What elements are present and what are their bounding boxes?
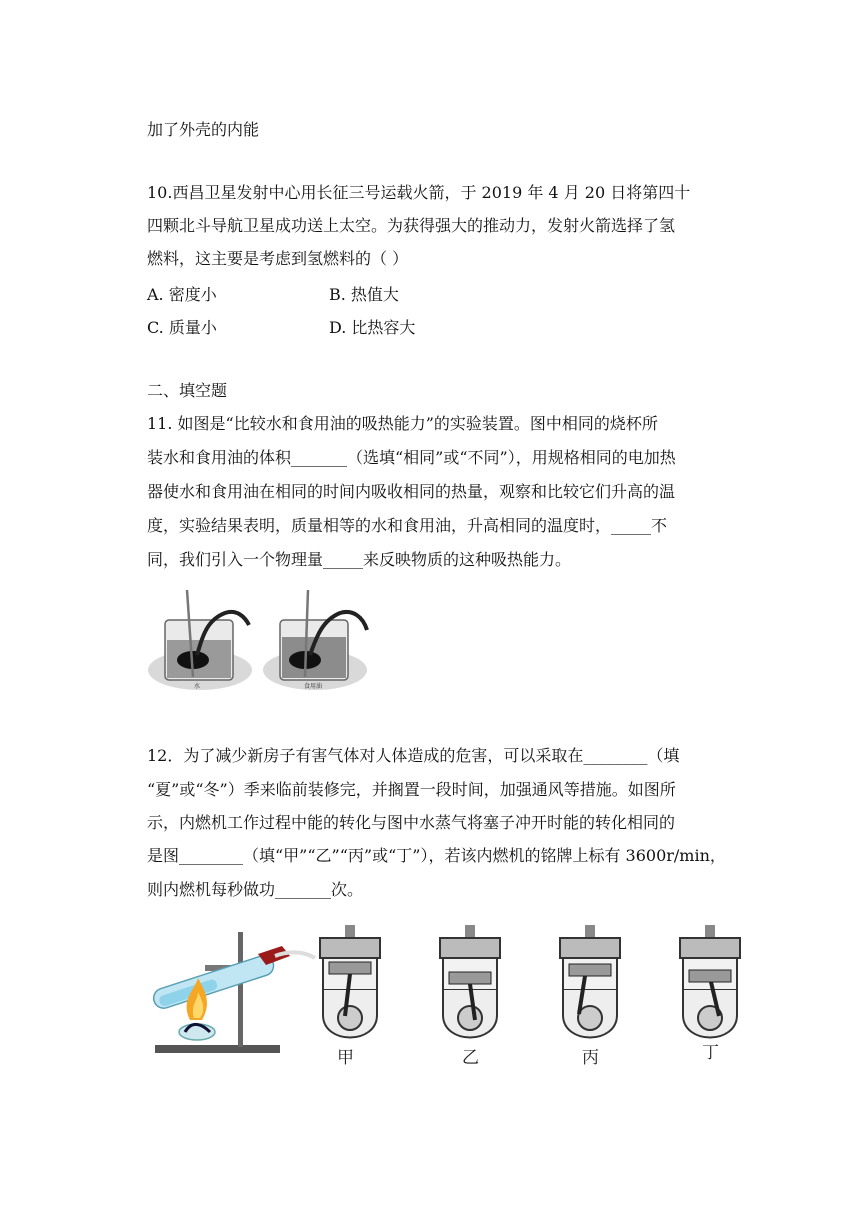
q11-text-line-4: 度，实验结果表明，质量相等的水和食用油，升高相同的温度时，_____不 <box>147 516 668 535</box>
q10-option-b: B. 热值大 <box>329 285 399 304</box>
q12-text-line-4: 是图________（填“甲”“乙”“丙”或“丁”），若该内燃机的铭牌上标有 3600r/min， <box>147 846 726 865</box>
q10-option-a: A. 密度小 <box>147 285 217 304</box>
q12-text-line-3: 示，内燃机工作过程中能的转化与图中水蒸气将塞子冲开时能的转化相同的 <box>147 813 676 832</box>
beaker-experiment-figure <box>145 585 385 695</box>
q11-text-line-5: 同，我们引入一个物理量_____来反映物质的这种吸热能力。 <box>147 550 572 569</box>
oil-beaker-illustration <box>263 590 367 690</box>
engine-stroke-yi <box>440 925 500 1068</box>
engine-stroke-jia <box>320 925 380 1068</box>
q11-text-line-1: 11. 如图是“比较水和食用油的吸热能力”的实验装置。图中相同的烧杯所 <box>147 414 658 433</box>
q12-text-line-5: 则内燃机每秒做功_______次。 <box>147 880 364 899</box>
engine-stroke-figure <box>150 920 760 1070</box>
section-heading-fill-in: 二、填空题 <box>147 381 228 400</box>
q12-text-line-2: “夏”或“冬”）季来临前装修完，并搁置一段时间，加强通风等措施。如图所 <box>147 780 676 799</box>
q10-text-line-3: 燃料，这主要是考虑到氢燃料的（ ） <box>147 249 409 268</box>
q10-option-d: D. 比热容大 <box>329 318 416 337</box>
q10-text-line-2: 四颗北斗导航卫星成功送上太空。为获得强大的推动力，发射火箭选择了氢 <box>147 216 676 235</box>
engine-stroke-ding <box>680 925 740 1063</box>
water-label: 水 <box>194 683 201 690</box>
q12-text-line-1: 12．为了减少新房子有害气体对人体造成的危害，可以采取在________（填 <box>147 746 680 765</box>
engine-label-ding: 丁 <box>702 1043 719 1063</box>
engine-label-jia: 甲 <box>337 1048 354 1068</box>
oil-label: 食用油 <box>304 683 323 690</box>
engine-label-yi: 乙 <box>462 1048 479 1068</box>
q11-text-line-3: 器使水和食用油在相同的时间内吸收相同的热量，观察和比较它们升高的温 <box>147 482 676 501</box>
engine-label-bing: 丙 <box>582 1048 599 1068</box>
water-beaker-illustration <box>148 590 252 690</box>
previous-question-tail: 加了外壳的内能 <box>147 120 260 139</box>
q11-text-line-2: 装水和食用油的体积_______（选填“相同”或“不同”），用规格相同的电加热 <box>147 448 676 467</box>
steam-test-tube-apparatus <box>151 932 315 1053</box>
engine-stroke-bing <box>560 925 620 1068</box>
q10-text-line-1: 10.西昌卫星发射中心用长征三号运载火箭，于 2019 年 4 月 20 日将第四十 <box>147 183 691 202</box>
q10-option-c: C. 质量小 <box>147 318 217 337</box>
